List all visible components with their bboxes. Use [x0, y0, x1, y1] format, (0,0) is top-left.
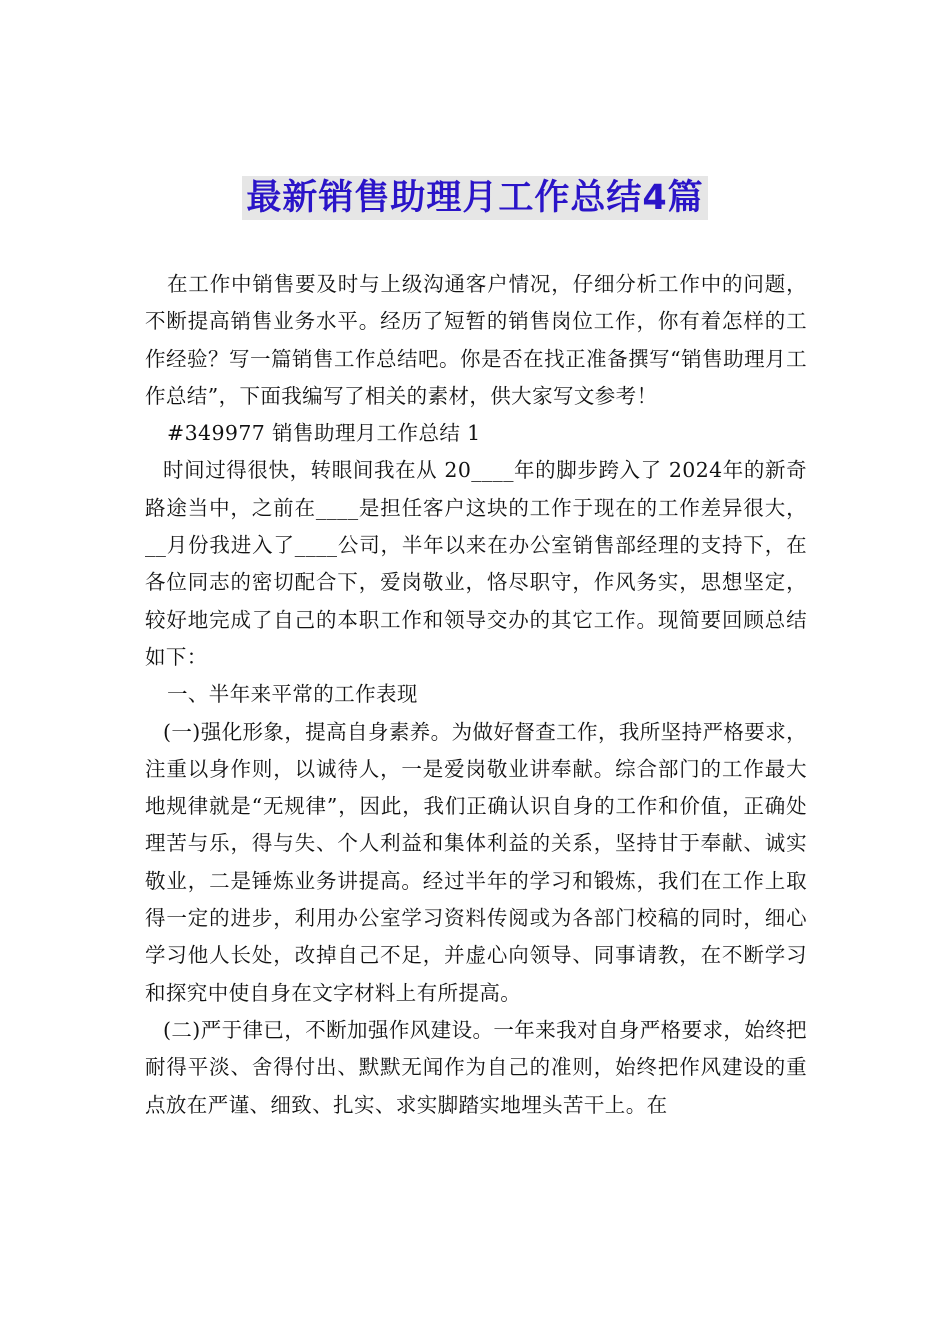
- body-paragraph: 时间过得很快，转眼间我在从 20____年的脚步跨入了 2024年的新奇路途当中，之前在____是担任客户这块的工作于现在的工作差异很大，__月份我进入了____公司，半年以来在办公室销售部经理的支持下，在各位同志的密切配合下，爱岗敬业，恪尽职守，作风务实，思想坚定，较好地完成了自己的本职工作和领导交办的其它工作。现简要回顾总结如下：: [145, 458, 807, 669]
- document-title: 最新销售助理月工作总结4篇: [242, 176, 707, 220]
- title-container: [0, 176, 950, 220]
- body-paragraph: (一)强化形象，提高自身素养。为做好督查工作，我所坚持严格要求，注重以身作则，以诚待人，一是爱岗敬业讲奉献。综合部门的工作最大地规律就是“无规律”，因此，我们正确认识自身的工作和价值，正确处理苦与乐，得与失、个人利益和集体利益的关系，坚持甘于奉献、诚实敬业，二是锤炼业务讲提高。经过半年的学习和锻炼，我们在工作上取得一定的进步，利用办公室学习资料传阅或为各部门校稿的同时，细心学习他人长处，改掉自己不足，并虚心向领导、同事请教，在不断学习和探究中使自身在文字材料上有所提高。: [145, 719, 807, 1005]
- subsection-heading: 一、半年来平常的工作表现: [167, 682, 418, 707]
- document-body: [145, 266, 807, 1124]
- body-paragraph: (二)严于律已，不断加强作风建设。一年来我对自身严格要求，始终把耐得平淡、舍得付出、默默无闻作为自己的准则，始终把作风建设的重点放在严谨、细致、扎实、求实脚踏实地埋头苦干上。在: [145, 1017, 807, 1117]
- intro-paragraph: 在工作中销售要及时与上级沟通客户情况，仔细分析工作中的问题，不断提高销售业务水平。经历了短暂的销售岗位工作，你有着怎样的工作经验？写一篇销售工作总结吧。你是否在找正准备撰写“销售助理月工作总结”，下面我编写了相关的素材，供大家写文参考！: [145, 272, 807, 408]
- section-heading: #349977 销售助理月工作总结 1: [167, 421, 481, 446]
